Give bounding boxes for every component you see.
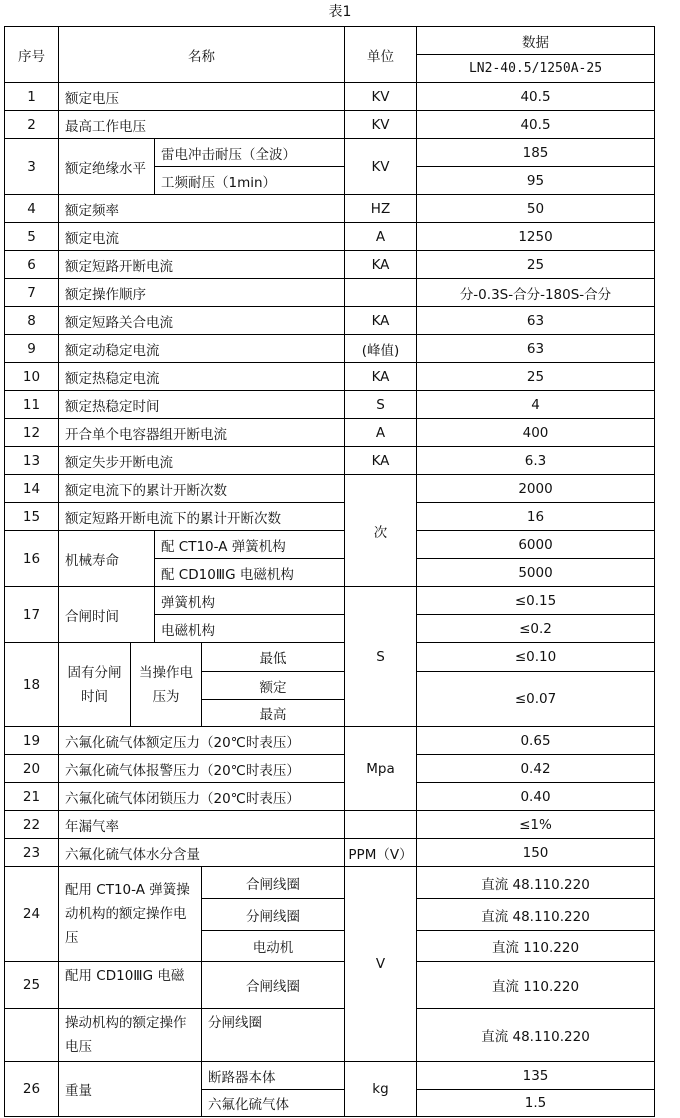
row-sub: 电磁机构 xyxy=(155,615,345,643)
table-row xyxy=(5,1009,655,1062)
row-value: 分-0.3S-合分-180S-合分 xyxy=(417,279,655,307)
row-value: 0.42 xyxy=(417,755,655,783)
row-value: 95 xyxy=(417,167,655,195)
row-no: 25 xyxy=(5,962,59,1009)
row-sub: 合闸线圈 xyxy=(202,962,345,1009)
table-row xyxy=(5,447,655,475)
row-name: 六氟化硫气体额定压力（20℃时表压） xyxy=(59,727,345,755)
row-value: ≤0.2 xyxy=(417,615,655,643)
row-value: 40.5 xyxy=(417,83,655,111)
row-no: 20 xyxy=(5,755,59,783)
row-no: 7 xyxy=(5,279,59,307)
row-sub: 工频耐压（1min） xyxy=(155,167,345,195)
table-row xyxy=(5,475,655,503)
table-row xyxy=(5,251,655,279)
table-row xyxy=(5,755,655,783)
row-no: 24 xyxy=(5,867,59,962)
row-value: 0.65 xyxy=(417,727,655,755)
row-name: 最高工作电压 xyxy=(59,111,345,139)
row-no: 15 xyxy=(5,503,59,531)
row-name: 额定短路开断电流 xyxy=(59,251,345,279)
row-unit: KA xyxy=(345,307,417,335)
row-value: 16 xyxy=(417,503,655,531)
row-no: 8 xyxy=(5,307,59,335)
row-value: ≤0.07 xyxy=(417,672,655,727)
row-value: 50 xyxy=(417,195,655,223)
row-no: 22 xyxy=(5,811,59,839)
row-name: 年漏气率 xyxy=(59,811,345,839)
row-condition: 当操作电压为 xyxy=(131,643,202,727)
row-no: 3 xyxy=(5,139,59,195)
row-unit: KA xyxy=(345,251,417,279)
row-unit: S xyxy=(345,587,417,727)
row-sub: 合闸线圈 xyxy=(202,867,345,899)
row-name: 六氟化硫气体闭锁压力（20℃时表压） xyxy=(59,783,345,811)
table-row xyxy=(5,335,655,363)
row-unit: A xyxy=(345,223,417,251)
row-value: 25 xyxy=(417,363,655,391)
table-row xyxy=(5,587,655,615)
row-value: 直流 48.110.220 xyxy=(417,1009,655,1062)
row-unit: KV xyxy=(345,139,417,195)
row-no: 14 xyxy=(5,475,59,503)
row-sub: 分闸线圈 xyxy=(202,899,345,931)
table-row xyxy=(5,363,655,391)
table-row xyxy=(5,1062,655,1090)
row-name: 额定电压 xyxy=(59,83,345,111)
row-value: 1250 xyxy=(417,223,655,251)
row-unit xyxy=(345,279,417,307)
table-row xyxy=(5,279,655,307)
spec-table xyxy=(4,26,655,1117)
row-value: 5000 xyxy=(417,559,655,587)
row-no: 13 xyxy=(5,447,59,475)
row-sub: 最高 xyxy=(202,700,345,727)
row-no: 17 xyxy=(5,587,59,643)
table-row xyxy=(5,643,655,672)
row-no: 10 xyxy=(5,363,59,391)
row-name: 操动机构的额定操作电压 xyxy=(59,1009,202,1062)
row-name: 额定电流 xyxy=(59,223,345,251)
row-unit: Mpa xyxy=(345,727,417,811)
row-no: 1 xyxy=(5,83,59,111)
row-no: 18 xyxy=(5,643,59,727)
table-row xyxy=(5,419,655,447)
row-sub: 电动机 xyxy=(202,931,345,962)
table-row xyxy=(5,783,655,811)
row-value: ≤0.15 xyxy=(417,587,655,615)
table-row xyxy=(5,531,655,559)
table-row xyxy=(5,962,655,1009)
row-name: 额定热稳定电流 xyxy=(59,363,345,391)
row-no: 5 xyxy=(5,223,59,251)
row-name: 额定短路开断电流下的累计开断次数 xyxy=(59,503,345,531)
row-sub: 配 CD10ⅢG 电磁机构 xyxy=(155,559,345,587)
table-row xyxy=(5,307,655,335)
header-model: LN2-40.5/1250A-25 xyxy=(417,55,655,83)
row-name: 额定频率 xyxy=(59,195,345,223)
row-unit: KA xyxy=(345,363,417,391)
row-name: 固有分闸时间 xyxy=(59,643,131,727)
table-row xyxy=(5,391,655,419)
row-sub: 分闸线圈 xyxy=(202,1009,345,1062)
row-unit: KV xyxy=(345,111,417,139)
row-name: 合闸时间 xyxy=(59,587,155,643)
table-row xyxy=(5,139,655,167)
row-sub: 配 CT10-A 弹簧机构 xyxy=(155,531,345,559)
row-name: 开合单个电容器组开断电流 xyxy=(59,419,345,447)
row-no: 26 xyxy=(5,1062,59,1117)
row-unit: V xyxy=(345,867,417,1062)
row-value: 2000 xyxy=(417,475,655,503)
row-value: ≤0.10 xyxy=(417,643,655,672)
row-sub: 额定 xyxy=(202,672,345,700)
row-value: 185 xyxy=(417,139,655,167)
row-name: 六氟化硫气体水分含量 xyxy=(59,839,345,867)
header-data: 数据 xyxy=(417,27,655,55)
row-value: 40.5 xyxy=(417,111,655,139)
table-row xyxy=(5,727,655,755)
row-value: 0.40 xyxy=(417,783,655,811)
table-row xyxy=(5,195,655,223)
row-name: 配用 CD10ⅢG 电磁 xyxy=(59,962,202,1009)
row-value: 150 xyxy=(417,839,655,867)
header-no: 序号 xyxy=(5,27,59,83)
row-sub: 最低 xyxy=(202,643,345,672)
row-no: 16 xyxy=(5,531,59,587)
row-value: ≤1% xyxy=(417,811,655,839)
row-no: 12 xyxy=(5,419,59,447)
row-no: 19 xyxy=(5,727,59,755)
row-value: 6000 xyxy=(417,531,655,559)
row-no: 2 xyxy=(5,111,59,139)
row-name: 额定绝缘水平 xyxy=(59,139,155,195)
row-unit: (峰值) xyxy=(345,335,417,363)
row-value: 6.3 xyxy=(417,447,655,475)
row-unit xyxy=(345,811,417,839)
row-sub: 六氟化硫气体 xyxy=(202,1090,345,1117)
row-no: 6 xyxy=(5,251,59,279)
row-sub: 断路器本体 xyxy=(202,1062,345,1090)
row-name: 额定短路关合电流 xyxy=(59,307,345,335)
row-value: 直流 48.110.220 xyxy=(417,867,655,899)
row-value: 1.5 xyxy=(417,1090,655,1117)
row-sub: 弹簧机构 xyxy=(155,587,345,615)
row-name: 额定热稳定时间 xyxy=(59,391,345,419)
row-name: 六氟化硫气体报警压力（20℃时表压） xyxy=(59,755,345,783)
row-no: 23 xyxy=(5,839,59,867)
header-unit: 单位 xyxy=(345,27,417,83)
row-value: 400 xyxy=(417,419,655,447)
table-row xyxy=(5,83,655,111)
row-unit: 次 xyxy=(345,475,417,587)
row-value: 直流 110.220 xyxy=(417,931,655,962)
row-unit: KA xyxy=(345,447,417,475)
row-value: 63 xyxy=(417,307,655,335)
header-name: 名称 xyxy=(59,27,345,83)
row-value: 直流 110.220 xyxy=(417,962,655,1009)
row-unit: HZ xyxy=(345,195,417,223)
row-name: 机械寿命 xyxy=(59,531,155,587)
row-value: 63 xyxy=(417,335,655,363)
row-unit: A xyxy=(345,419,417,447)
table-row xyxy=(5,111,655,139)
row-name: 额定操作顺序 xyxy=(59,279,345,307)
row-unit: KV xyxy=(345,83,417,111)
row-no: 21 xyxy=(5,783,59,811)
table-caption: 表1 xyxy=(328,4,352,20)
table-row xyxy=(5,223,655,251)
table-row xyxy=(5,867,655,899)
row-value: 4 xyxy=(417,391,655,419)
row-unit: PPM（V） xyxy=(345,839,417,867)
row-name: 额定动稳定电流 xyxy=(59,335,345,363)
row-value: 135 xyxy=(417,1062,655,1090)
row-unit: kg xyxy=(345,1062,417,1117)
row-no: 9 xyxy=(5,335,59,363)
row-name: 重量 xyxy=(59,1062,202,1117)
row-name: 额定电流下的累计开断次数 xyxy=(59,475,345,503)
table-row xyxy=(5,811,655,839)
row-no: 4 xyxy=(5,195,59,223)
row-name: 配用 CT10-A 弹簧操动机构的额定操作电压 xyxy=(59,867,202,962)
row-value: 直流 48.110.220 xyxy=(417,899,655,931)
table-row xyxy=(5,503,655,531)
row-no: 11 xyxy=(5,391,59,419)
row-value: 25 xyxy=(417,251,655,279)
table-row xyxy=(5,839,655,867)
row-name: 额定失步开断电流 xyxy=(59,447,345,475)
row-unit: S xyxy=(345,391,417,419)
row-sub: 雷电冲击耐压（全波） xyxy=(155,139,345,167)
